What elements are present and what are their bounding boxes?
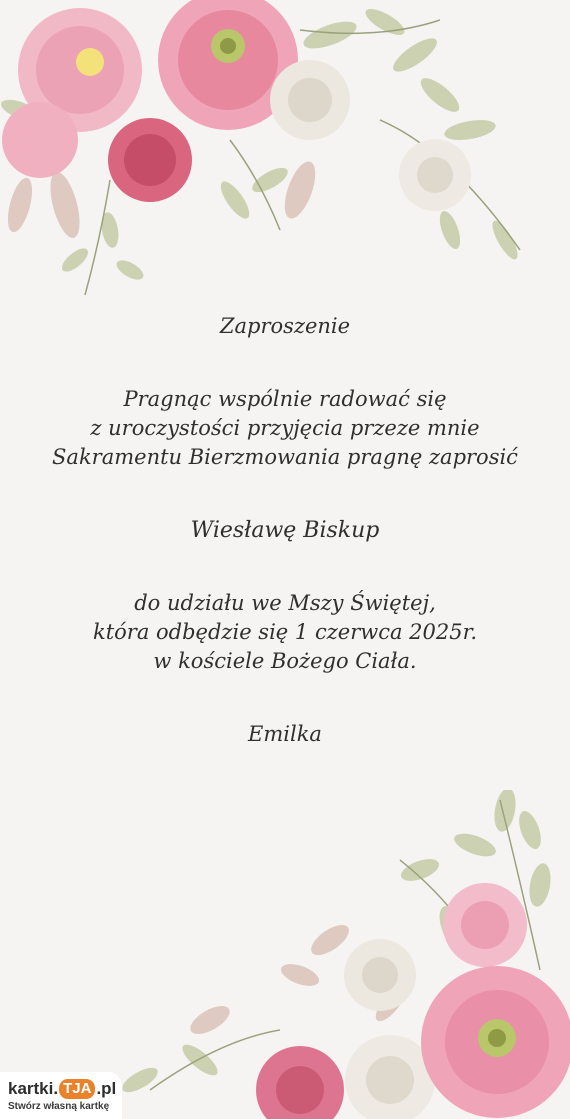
peony-bouquet-top-icon: [0, 0, 570, 310]
logo-wordmark: [8, 1078, 116, 1100]
details-line: do udziału we Mszy Świętej,: [134, 591, 436, 615]
details-line: która odbędzie się 1 czerwca 2025r.: [92, 620, 478, 644]
details-paragraph: [0, 589, 570, 676]
signature: Emilka: [248, 722, 322, 746]
logo-tagline: Stwórz własną kartkę: [8, 1101, 110, 1112]
invitation-text: [0, 312, 570, 749]
details-line: w kościele Bożego Ciała.: [153, 649, 417, 673]
kartki-logo[interactable]: [0, 1072, 122, 1119]
logo-prefix: kartki.: [8, 1079, 59, 1098]
guest-name: Wiesławę Biskup: [190, 518, 380, 543]
peony-bouquet-bottom-icon: [0, 790, 570, 1119]
logo-suffix: .pl: [96, 1079, 117, 1098]
intro-line: z uroczystości przyjęcia przeze mnie: [90, 416, 480, 440]
intro-line: Pragnąc wspólnie radować się: [123, 387, 447, 411]
intro-line: Sakramentu Bierzmowania pragnę zaprosić: [52, 445, 518, 469]
logo-badge: TJA: [59, 1079, 95, 1099]
invitation-title: Zaproszenie: [219, 314, 351, 338]
intro-paragraph: [0, 385, 570, 472]
